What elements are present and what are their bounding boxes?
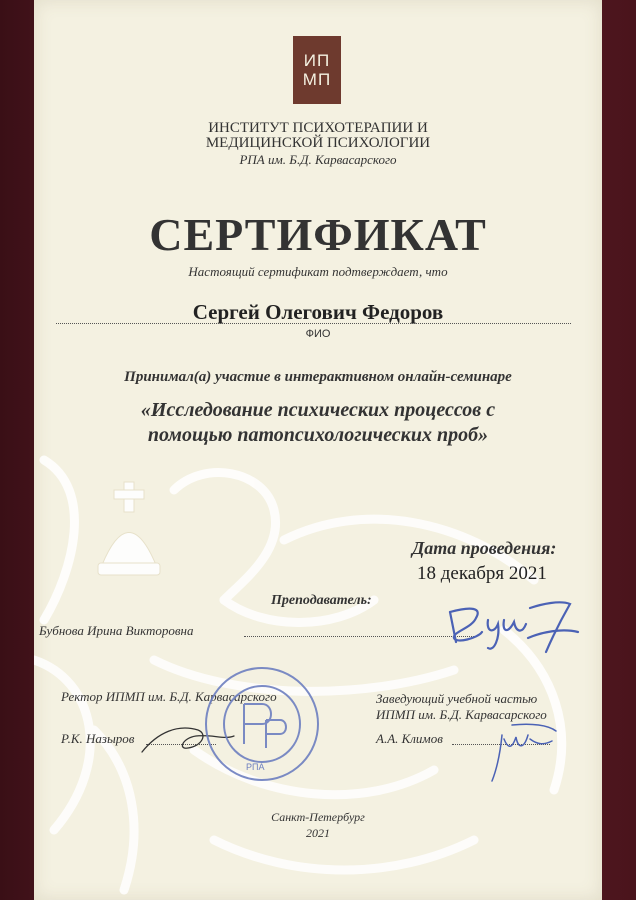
institute-name-line2: МЕДИЦИНСКОЙ ПСИХОЛОГИИ xyxy=(205,135,431,151)
rector-name: Р.К. Назыров xyxy=(61,731,135,746)
head-name: А.А. Климов xyxy=(376,731,443,746)
teacher-label: Преподаватель: xyxy=(271,593,372,608)
certificate-paper xyxy=(34,0,602,900)
seminar-title-line1: «Исследование психических процессов с xyxy=(140,399,496,421)
certificate-subtitle: Настоящий сертификат подтверждает, что xyxy=(188,264,448,279)
institute-name-line1: ИНСТИТУТ ПСИХОТЕРАПИИ И xyxy=(208,120,428,136)
footer-year: 2021 xyxy=(306,826,330,840)
head-title-line1: Заведующий учебной частью xyxy=(376,691,538,706)
institute-name-line3: РПА им. Б.Д. Карвасарского xyxy=(239,152,397,167)
recipient-caption: ФИО xyxy=(305,328,331,340)
date-value: 18 декабря 2021 xyxy=(417,563,547,584)
footer-city: Санкт-Петербург xyxy=(271,810,365,824)
certificate-title: СЕРТИФИКАТ xyxy=(149,209,487,260)
name-underline xyxy=(56,323,571,324)
recipient-name: Сергей Олегович Федоров xyxy=(192,300,444,324)
seminar-title xyxy=(34,398,602,448)
date-label: Дата проведения: xyxy=(412,538,557,558)
rector-title: Ректор ИПМП им. Б.Д. Карвасарского xyxy=(61,689,277,704)
stamp-center-text: РПА xyxy=(246,762,265,772)
teacher-name: Бубнова Ирина Викторовна xyxy=(39,623,194,638)
participation-text: Принимал(а) участие в интерактивном онлайн-семинаре xyxy=(124,369,512,385)
seminar-title-line2: помощью патопсихологических проб» xyxy=(147,424,489,446)
head-title-line2: ИПМП им. Б.Д. Карвасарского xyxy=(376,707,547,722)
teacher-signature-line xyxy=(244,636,474,637)
logo-line2: МП xyxy=(302,70,332,89)
teacher-signature-icon xyxy=(442,598,582,658)
logo-line1: ИП xyxy=(303,51,331,70)
head-signature-icon xyxy=(482,715,562,785)
ipmp-logo xyxy=(293,36,341,104)
